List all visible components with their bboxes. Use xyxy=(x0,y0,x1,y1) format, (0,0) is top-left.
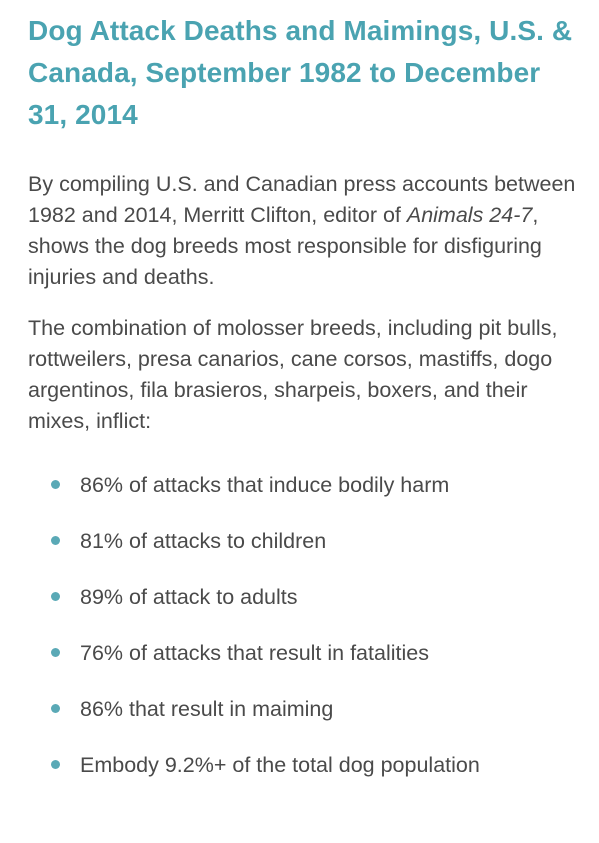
list-item xyxy=(28,625,577,681)
list-item-text: 81% of attacks to children xyxy=(80,528,327,553)
article-title: Dog Attack Deaths and Maimings, U.S. & Canada, September 1982 to December 31, 2014 xyxy=(28,15,573,130)
bullet-dot-icon xyxy=(51,592,60,601)
bullet-dot-icon xyxy=(51,536,60,545)
list-item-text: 86% that result in maiming xyxy=(80,696,334,721)
bullet-dot-icon xyxy=(51,760,60,769)
intro-text-after: , shows the dog breeds most responsible for disfiguring injuries and deaths. xyxy=(28,203,542,289)
bullet-dot-icon xyxy=(51,648,60,657)
list-item xyxy=(28,569,577,625)
list-item xyxy=(28,457,577,513)
breeds-paragraph: The combination of molosser breeds, including pit bulls, rottweilers, presa canarios, cane corsos, mastiffs, dogo argentinos, fila brasieros, sharpeis, boxers, and their mixes, inflict: xyxy=(28,316,558,433)
bullet-dot-icon xyxy=(51,480,60,489)
statistics-list xyxy=(28,457,577,793)
publication-name: Animals 24-7 xyxy=(406,203,533,227)
bullet-dot-icon xyxy=(51,704,60,713)
list-item-text: Embody 9.2%+ of the total dog population xyxy=(80,752,480,777)
list-item xyxy=(28,737,577,793)
list-item xyxy=(28,513,577,569)
intro-paragraph xyxy=(28,169,577,293)
list-item-text: 86% of attacks that induce bodily harm xyxy=(80,472,450,497)
list-item-text: 76% of attacks that result in fatalities xyxy=(80,640,429,665)
list-item xyxy=(28,681,577,737)
list-item-text: 89% of attack to adults xyxy=(80,584,298,609)
intro-text-before: By compiling U.S. and Canadian press accounts between 1982 and 2014, Merritt Clifton, editor of xyxy=(28,172,576,227)
